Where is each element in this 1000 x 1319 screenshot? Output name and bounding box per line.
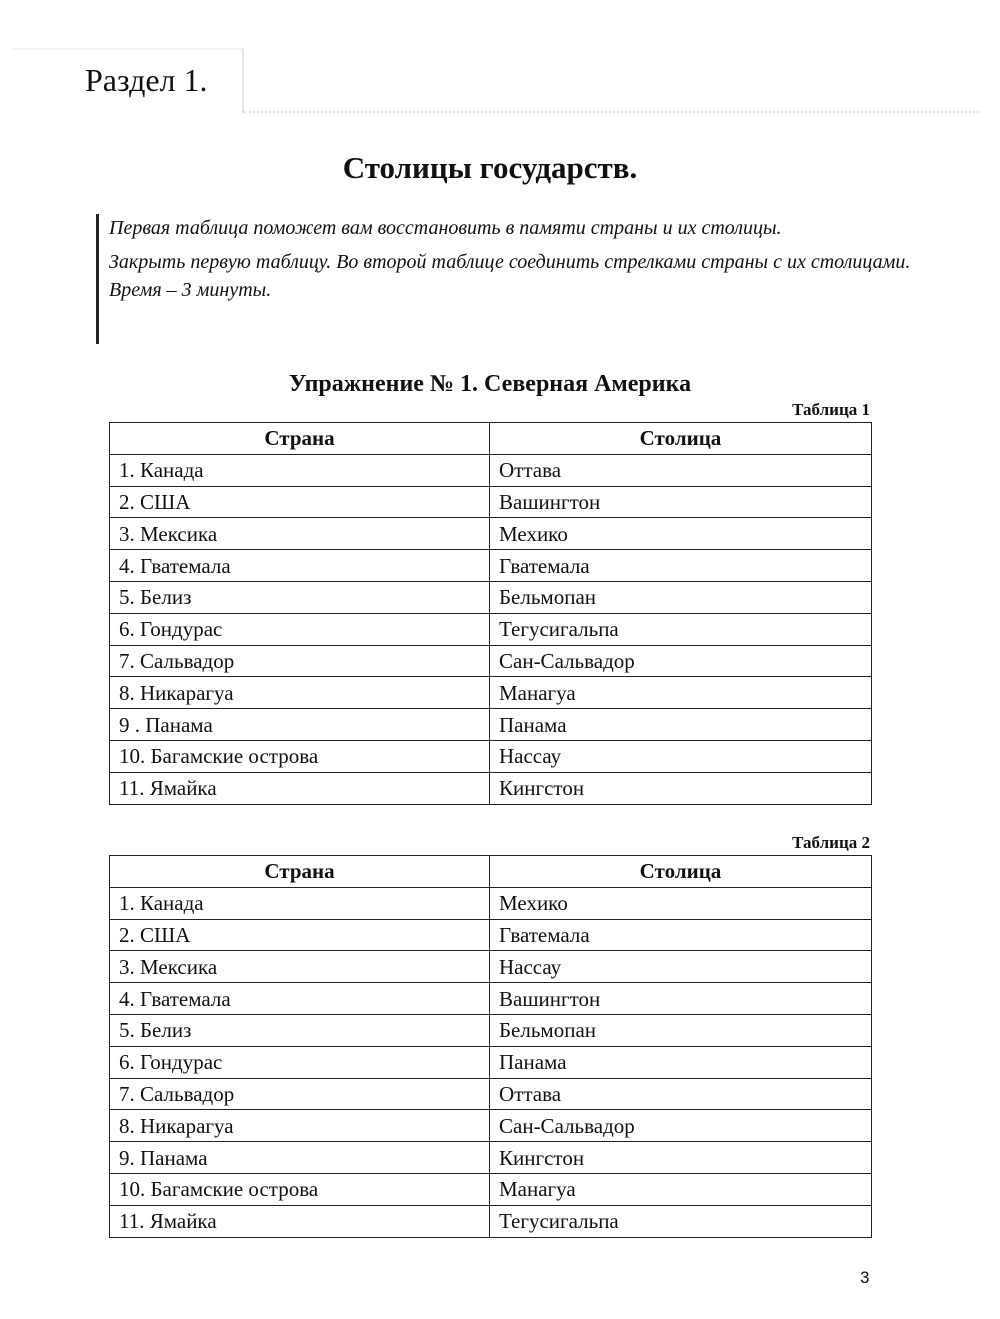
table-row [110,581,872,613]
table1-caption: Таблица 1 [792,400,870,419]
table-row [110,677,872,709]
column-header-country: Страна [110,856,490,888]
capital-cell: Тегусигальпа [490,1205,872,1237]
capital-cell: Кингстон [490,772,872,804]
country-cell: 4. Гватемала [110,550,490,582]
country-cell: 9. Панама [110,1142,490,1174]
capital-cell: Нассау [490,951,872,983]
capital-cell: Мехико [490,887,872,919]
page-number: 3 [860,1268,870,1287]
country-cell: 3. Мексика [110,951,490,983]
table-row [110,518,872,550]
table-row [110,1046,872,1078]
column-header-country: Страна [110,423,490,455]
country-cell: 3. Мексика [110,518,490,550]
instruction-text-2: Закрыть первую таблицу. Во второй таблице соединить стрелками страны с их столицами. Время – 3 минуты. [109,251,911,301]
capital-cell: Нассау [490,740,872,772]
page-title: Столицы государств. [342,150,638,185]
capital-cell: Панама [490,1046,872,1078]
table-row [110,645,872,677]
column-header-capital: Столица [490,423,872,455]
table-row [110,919,872,951]
table-row [110,887,872,919]
country-cell: 10. Багамские острова [110,1173,490,1205]
section-label: Раздел 1. [85,62,208,98]
table-row [110,951,872,983]
country-cell: 5. Белиз [110,1014,490,1046]
capital-cell: Манагуа [490,677,872,709]
capital-cell: Бельмопан [490,1014,872,1046]
country-cell: 1. Канада [110,887,490,919]
country-cell: 8. Никарагуа [110,1110,490,1142]
country-cell: 7. Сальвадор [110,645,490,677]
table-row [110,486,872,518]
capital-cell: Манагуа [490,1173,872,1205]
table-row [110,613,872,645]
table-row [110,1142,872,1174]
capital-cell: Гватемала [490,550,872,582]
table-header-row [110,856,872,888]
capital-cell: Сан-Сальвадор [490,645,872,677]
capital-cell: Мехико [490,518,872,550]
capital-cell: Бельмопан [490,581,872,613]
exercise-title: Упражнение № 1. Северная Америка [288,371,692,397]
table-row [110,709,872,741]
table-header-row [110,423,872,455]
table-row [110,740,872,772]
table-row [110,772,872,804]
country-cell: 9 . Панама [110,709,490,741]
country-cell: 2. США [110,486,490,518]
capital-cell: Вашингтон [490,486,872,518]
country-cell: 6. Гондурас [110,1046,490,1078]
capital-cell: Кингстон [490,1142,872,1174]
reference-table [109,422,872,805]
country-cell: 4. Гватемала [110,983,490,1015]
capital-cell: Вашингтон [490,983,872,1015]
instructions-block [96,214,916,344]
table-row [110,454,872,486]
country-cell: 8. Никарагуа [110,677,490,709]
table2-caption: Таблица 2 [792,833,870,852]
table-row [110,1173,872,1205]
table-row [110,550,872,582]
country-cell: 11. Ямайка [110,1205,490,1237]
matching-table [109,855,872,1238]
capital-cell: Оттава [490,1078,872,1110]
country-cell: 2. США [110,919,490,951]
country-cell: 1. Канада [110,454,490,486]
country-cell: 11. Ямайка [110,772,490,804]
column-header-capital: Столица [490,856,872,888]
capital-cell: Панама [490,709,872,741]
country-cell: 6. Гондурас [110,613,490,645]
capital-cell: Тегусигальпа [490,613,872,645]
capital-cell: Сан-Сальвадор [490,1110,872,1142]
capital-cell: Оттава [490,454,872,486]
country-cell: 7. Сальвадор [110,1078,490,1110]
table-row [110,1205,872,1237]
capital-cell: Гватемала [490,919,872,951]
table-row [110,983,872,1015]
table-row [110,1014,872,1046]
table-row [110,1078,872,1110]
country-cell: 5. Белиз [110,581,490,613]
country-cell: 10. Багамские острова [110,740,490,772]
section-divider [244,111,979,113]
instruction-text-1: Первая таблица поможет вам восстановить в памяти страны и их столицы. [109,217,782,239]
table-row [110,1110,872,1142]
